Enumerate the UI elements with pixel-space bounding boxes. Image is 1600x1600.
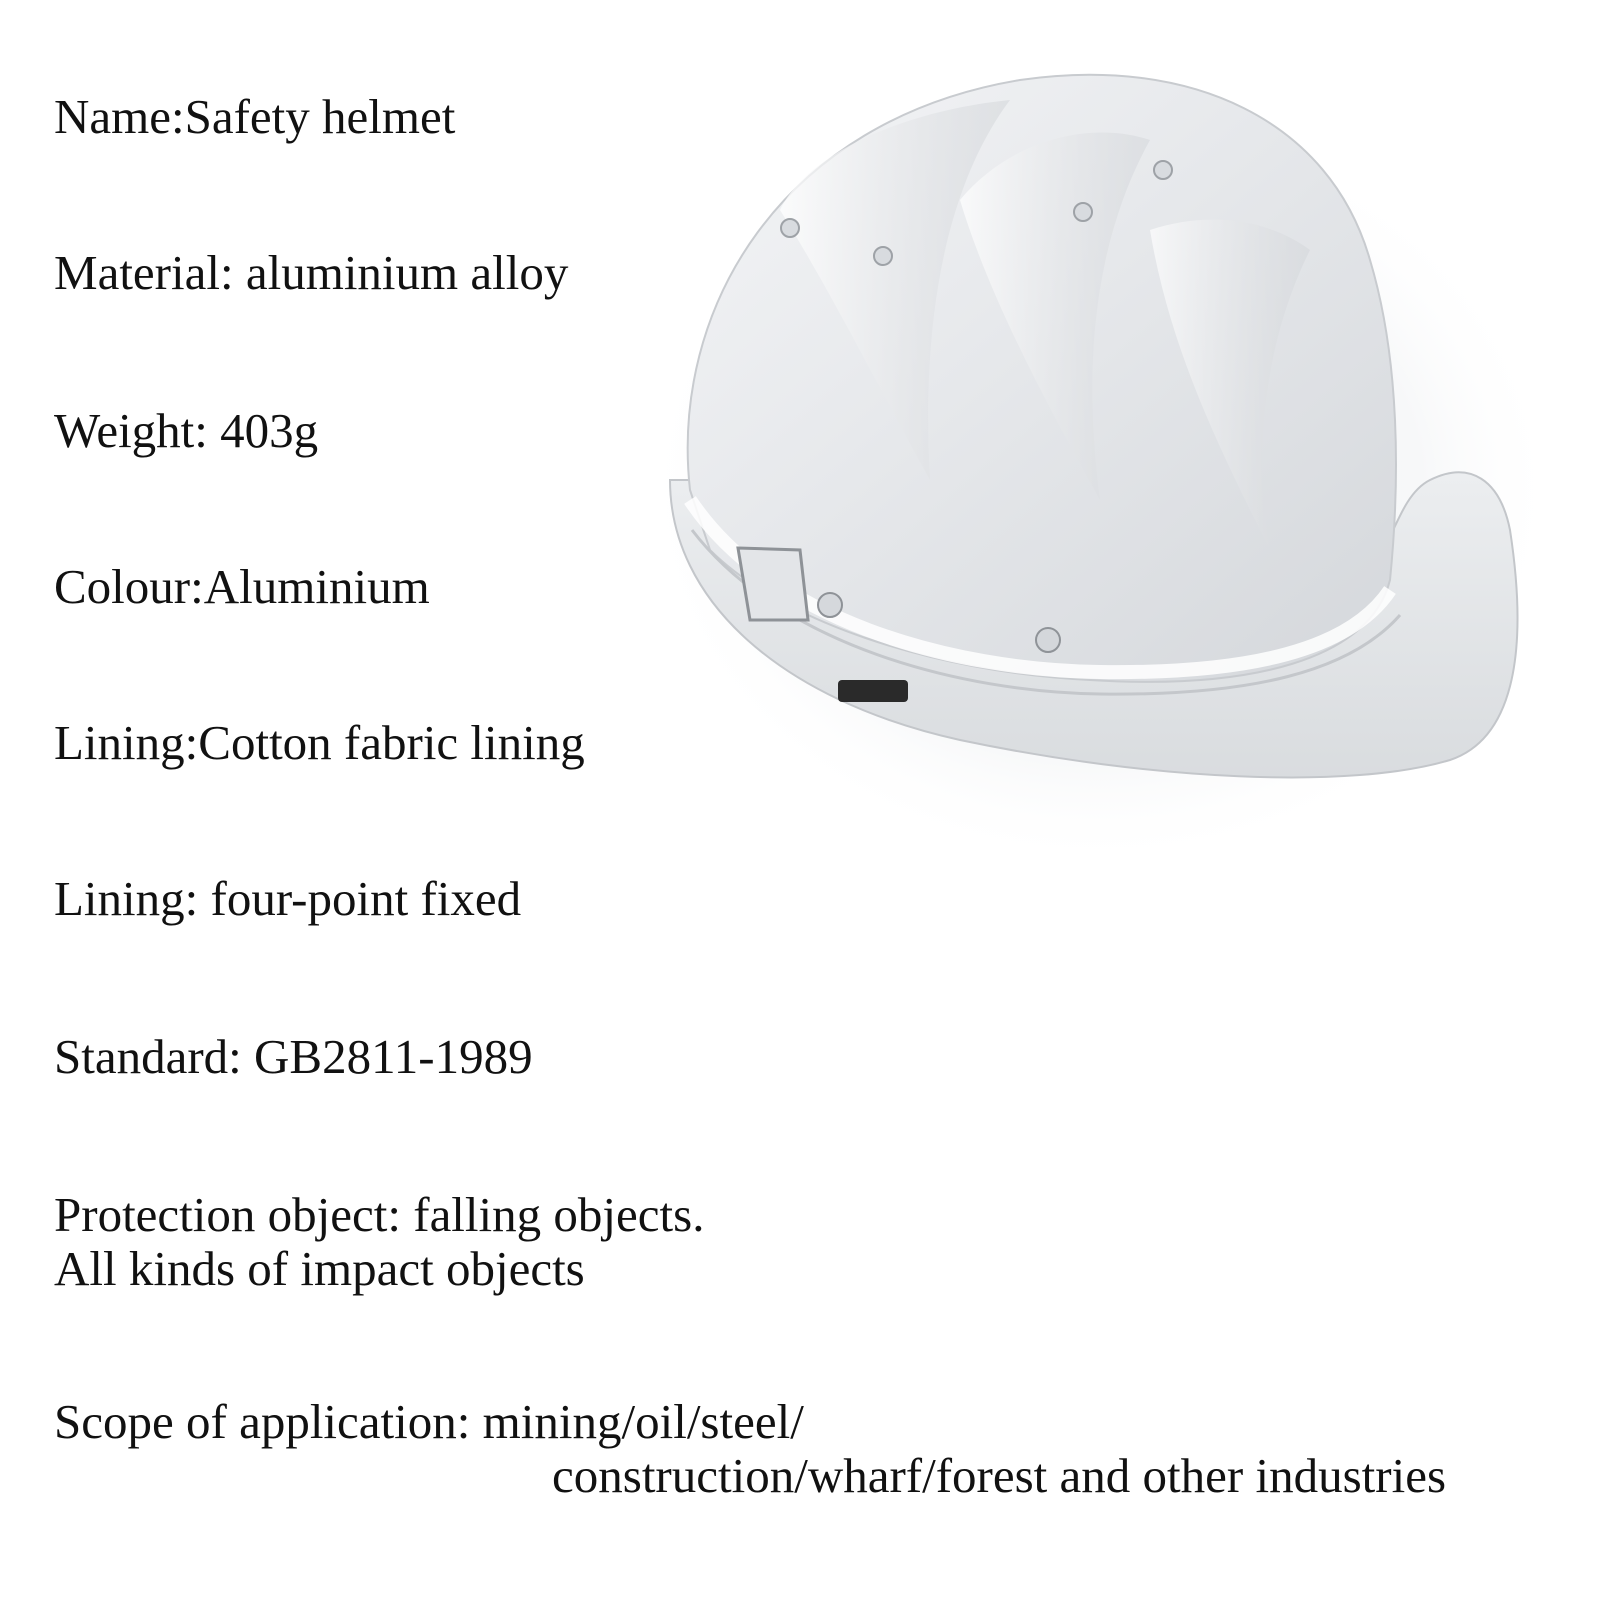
spec-weight: Weight: 403g bbox=[54, 403, 319, 458]
rivet bbox=[1074, 203, 1092, 221]
spec-protection bbox=[54, 1188, 704, 1296]
helmet-image bbox=[630, 60, 1560, 860]
bracket-rivet bbox=[818, 593, 842, 617]
rivet bbox=[781, 219, 799, 237]
chin-strap-clip bbox=[838, 680, 908, 702]
rivet bbox=[1154, 161, 1172, 179]
lamp-bracket bbox=[738, 548, 808, 620]
rivet bbox=[874, 247, 892, 265]
spec-scope-line2: construction/wharf/forest and other industries bbox=[552, 1448, 1447, 1503]
spec-lining-material: Lining:Cotton fabric lining bbox=[54, 715, 585, 770]
spec-colour: Colour:Aluminium bbox=[54, 559, 430, 614]
spec-lining-type: Lining: four-point fixed bbox=[54, 871, 522, 926]
spec-protection-line2: All kinds of impact objects bbox=[54, 1241, 585, 1296]
spec-scope bbox=[54, 1395, 1446, 1503]
spec-name: Name:Safety helmet bbox=[54, 89, 456, 144]
spec-standard: Standard: GB2811-1989 bbox=[54, 1029, 533, 1084]
rivet bbox=[1036, 628, 1060, 652]
spec-scope-line1: Scope of application: mining/oil/steel/ bbox=[54, 1394, 804, 1449]
helmet-illustration bbox=[630, 60, 1560, 860]
spec-protection-line1: Protection object: falling objects. bbox=[54, 1187, 705, 1242]
spec-material: Material: aluminium alloy bbox=[54, 245, 569, 300]
